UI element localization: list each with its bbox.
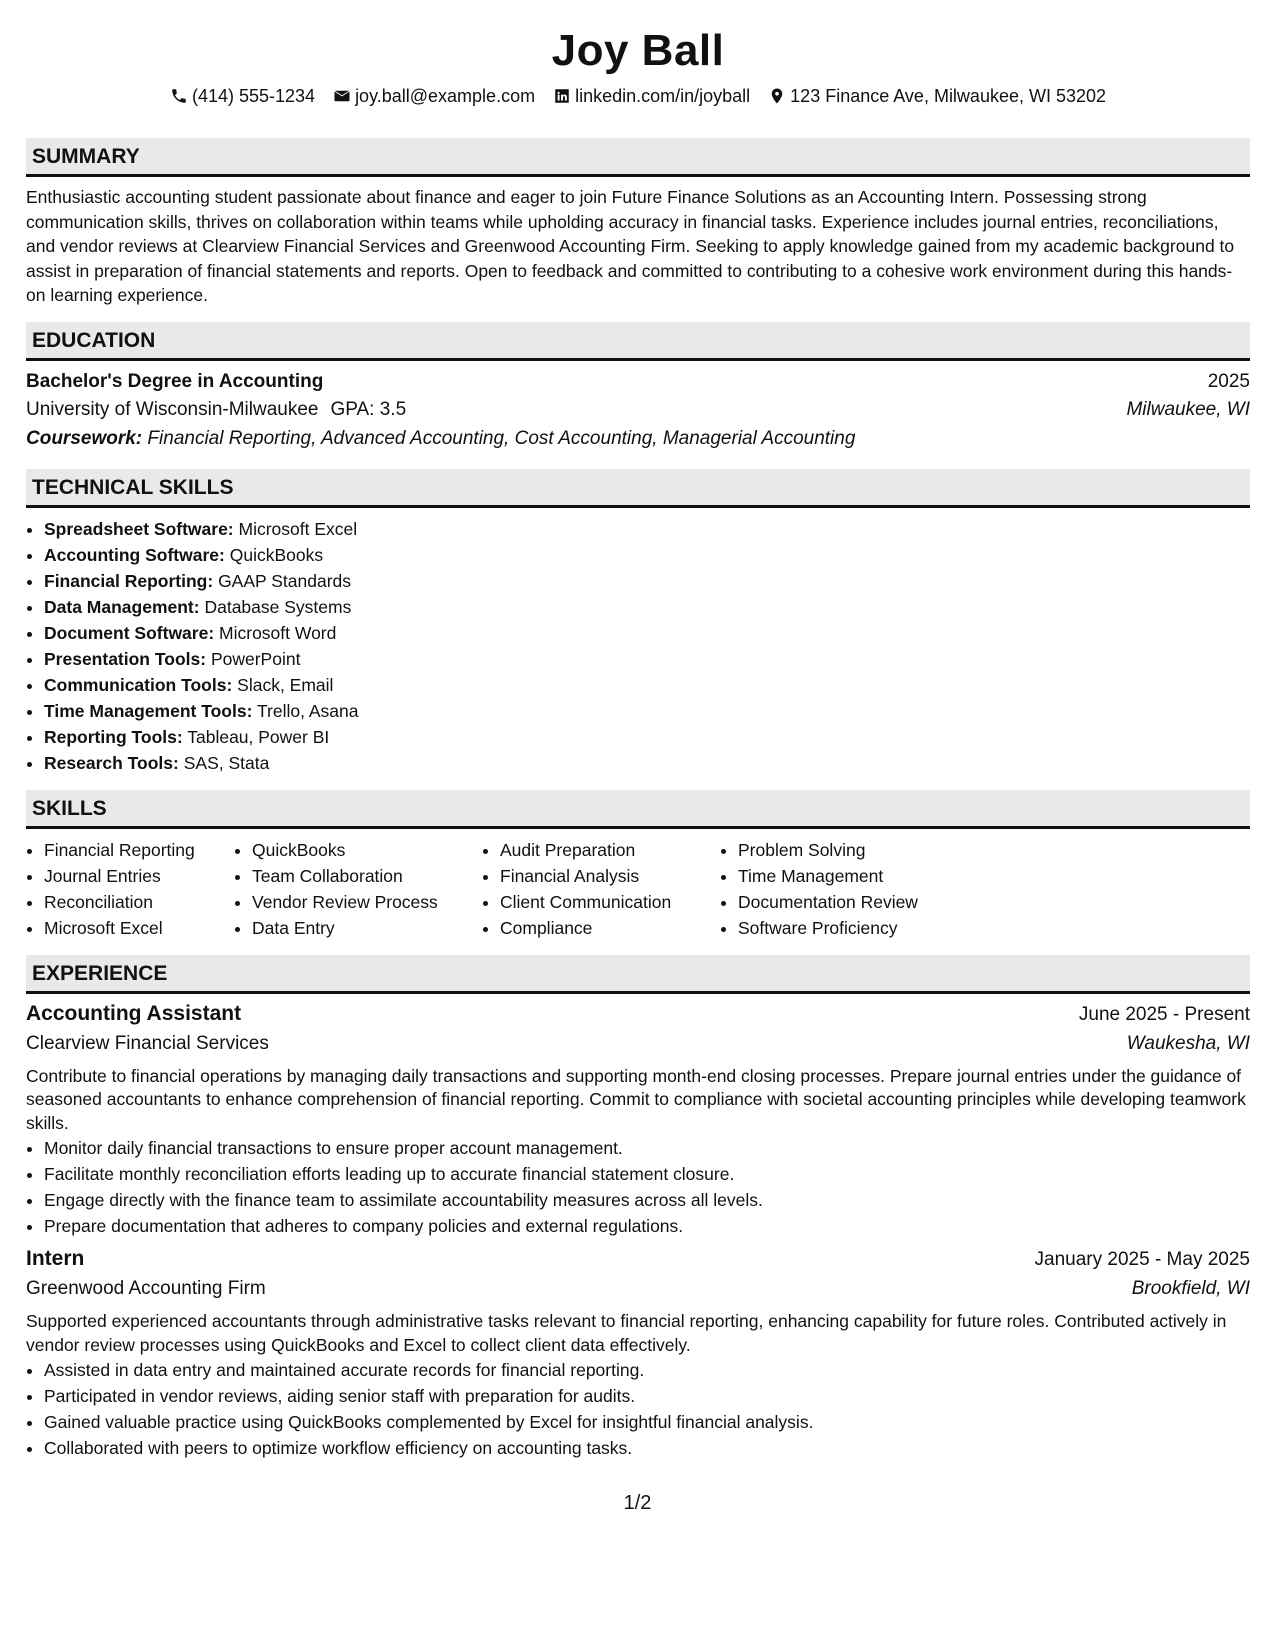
- list-item: • Financial Analysis: [500, 863, 720, 889]
- list-item: • Software Proficiency: [738, 915, 1038, 941]
- school-info: [26, 395, 406, 425]
- coursework-list: Financial Reporting, Advanced Accounting, Cost Accounting, Managerial Accounting: [147, 427, 856, 449]
- candidate-name: Joy Ball: [551, 26, 725, 75]
- skills-column: [26, 837, 234, 941]
- job-bullets: [26, 1135, 1250, 1239]
- skills-grid: [26, 837, 1250, 941]
- job-entry: [26, 1000, 1250, 1240]
- contact-address: [768, 86, 1106, 107]
- job-dates: June 2025 - Present: [1078, 1003, 1250, 1025]
- list-item: • Facilitate monthly reconciliation efforts leading up to accurate financial statement closure.: [44, 1161, 1250, 1187]
- contact-address-text: 123 Finance Ave, Milwaukee, WI 53202: [790, 85, 1107, 106]
- list-item: • Time Management Tools: Trello, Asana: [44, 698, 1250, 724]
- list-item: • Compliance: [500, 915, 720, 941]
- list-item: • Communication Tools: Slack, Email: [44, 672, 1250, 698]
- technical-skills-heading: TECHNICAL SKILLS: [26, 469, 1250, 508]
- list-item: • Gained valuable practice using QuickBooks complemented by Excel for insightful financial analysis.: [44, 1409, 1250, 1435]
- list-item: • Data Management: Database Systems: [44, 594, 1250, 620]
- job-title-row: [26, 1000, 1250, 1029]
- skills-column: [720, 837, 1038, 941]
- list-item: • Presentation Tools: PowerPoint: [44, 646, 1250, 672]
- list-item: • Team Collaboration: [252, 863, 482, 889]
- list-item: • Financial Reporting: [44, 837, 234, 863]
- list-item: • Assisted in data entry and maintained accurate records for financial reporting.: [44, 1357, 1250, 1383]
- job-location: Waukesha, WI: [1126, 1032, 1250, 1054]
- education-school-row: [26, 395, 1250, 425]
- job-description: Supported experienced accountants through administrative tasks relevant to financial reporting, enhancing capability for future roles. Contributed actively in vendor review processes using QuickBooks and Excel to collect client data effectively.: [26, 1311, 1227, 1355]
- job-title: Accounting Assistant: [26, 1001, 242, 1025]
- job-company-row: [26, 1029, 1250, 1059]
- list-item: • QuickBooks: [252, 837, 482, 863]
- coursework-label: Coursework:: [26, 427, 143, 449]
- list-item: • Reconciliation: [44, 889, 234, 915]
- school-name: University of Wisconsin-Milwaukee: [26, 398, 319, 420]
- page-number: 1/2: [623, 1492, 652, 1514]
- experience-heading: EXPERIENCE: [26, 955, 1250, 994]
- list-item: • Client Communication: [500, 889, 720, 915]
- job-location: Brookfield, WI: [1131, 1278, 1250, 1300]
- list-item: • Engage directly with the finance team to assimilate accountability measures across all levels.: [44, 1187, 1250, 1213]
- contact-linkedin[interactable]: [553, 86, 750, 107]
- list-item: • Participated in vendor reviews, aiding senior staff with preparation for audits.: [44, 1383, 1250, 1409]
- list-item: • Data Entry: [252, 915, 482, 941]
- list-item: • Problem Solving: [738, 837, 1038, 863]
- education-heading: EDUCATION: [26, 322, 1250, 361]
- contact-email[interactable]: [333, 86, 535, 107]
- job-title: Intern: [26, 1247, 85, 1271]
- list-item: • Journal Entries: [44, 863, 234, 889]
- summary-heading: SUMMARY: [26, 138, 1250, 177]
- list-item: • Vendor Review Process: [252, 889, 482, 915]
- summary-text: Enthusiastic accounting student passionate about finance and eager to join Future Finance Solutions as an Accounting Intern. Possessing strong communication skills, thrives on collaboration within teams while upholding accuracy in financial tasks. Experience includes journal entries, reconciliations, and vendor reviews at Clearview Financial Services and Greenwood Accounting Firm. Seeking to apply knowledge gained from my academic background to assist in preparation of financial statements and reports. Open to feedback and committed to contributing to a cohesive work environment during this hands-on learning experience.: [26, 187, 1235, 306]
- envelope-icon: [333, 87, 351, 105]
- degree-year: 2025: [1207, 370, 1250, 392]
- list-item: • Financial Reporting: GAAP Standards: [44, 568, 1250, 594]
- school-location: Milwaukee, WI: [1126, 398, 1250, 420]
- phone-icon: [170, 87, 188, 105]
- contact-email-text[interactable]: joy.ball@example.com: [355, 85, 536, 106]
- skills-column: [234, 837, 482, 941]
- contact-linkedin-text[interactable]: linkedin.com/in/joyball: [575, 85, 751, 106]
- job-bullets: [26, 1357, 1250, 1461]
- list-item: • Research Tools: SAS, Stata: [44, 750, 1250, 776]
- linkedin-icon: [553, 87, 571, 105]
- job-description: Contribute to financial operations by managing daily transactions and supporting month-end closing processes. Prepare journal entries under the guidance of seasoned accountants to enhance comprehension of financial reporting. Commit to compliance with societal accounting principles while developing teamwork skills.: [26, 1065, 1246, 1133]
- list-item: • Accounting Software: QuickBooks: [44, 542, 1250, 568]
- list-item: • Audit Preparation: [500, 837, 720, 863]
- gpa: GPA: 3.5: [330, 398, 407, 420]
- contact-phone: [170, 86, 315, 107]
- list-item: • Collaborated with peers to optimize workflow efficiency on accounting tasks.: [44, 1435, 1250, 1461]
- contact-phone-text: (414) 555-1234: [191, 85, 316, 106]
- contact-bar: [26, 84, 1250, 108]
- job-entry: [26, 1245, 1250, 1461]
- list-item: • Time Management: [738, 863, 1038, 889]
- map-pin-icon: [768, 87, 786, 105]
- coursework-row: [26, 425, 1250, 453]
- list-item: • Document Software: Microsoft Word: [44, 620, 1250, 646]
- list-item: • Spreadsheet Software: Microsoft Excel: [44, 516, 1250, 542]
- list-item: • Documentation Review: [738, 889, 1038, 915]
- job-company: Greenwood Accounting Firm: [26, 1278, 266, 1300]
- skills-column: [482, 837, 720, 941]
- technical-skills-list: [26, 516, 1250, 776]
- degree-title: Bachelor's Degree in Accounting: [26, 370, 324, 392]
- list-item: • Reporting Tools: Tableau, Power BI: [44, 724, 1250, 750]
- list-item: • Prepare documentation that adheres to company policies and external regulations.: [44, 1213, 1250, 1239]
- skills-heading: SKILLS: [26, 790, 1250, 829]
- job-title-row: [26, 1245, 1250, 1274]
- job-company-row: [26, 1274, 1250, 1304]
- job-company: Clearview Financial Services: [26, 1032, 269, 1054]
- list-item: • Microsoft Excel: [44, 915, 234, 941]
- education-degree-row: [26, 369, 1250, 395]
- job-dates: January 2025 - May 2025: [1034, 1249, 1250, 1271]
- resume-content: [26, 0, 1250, 1461]
- list-item: • Monitor daily financial transactions to ensure proper account management.: [44, 1135, 1250, 1161]
